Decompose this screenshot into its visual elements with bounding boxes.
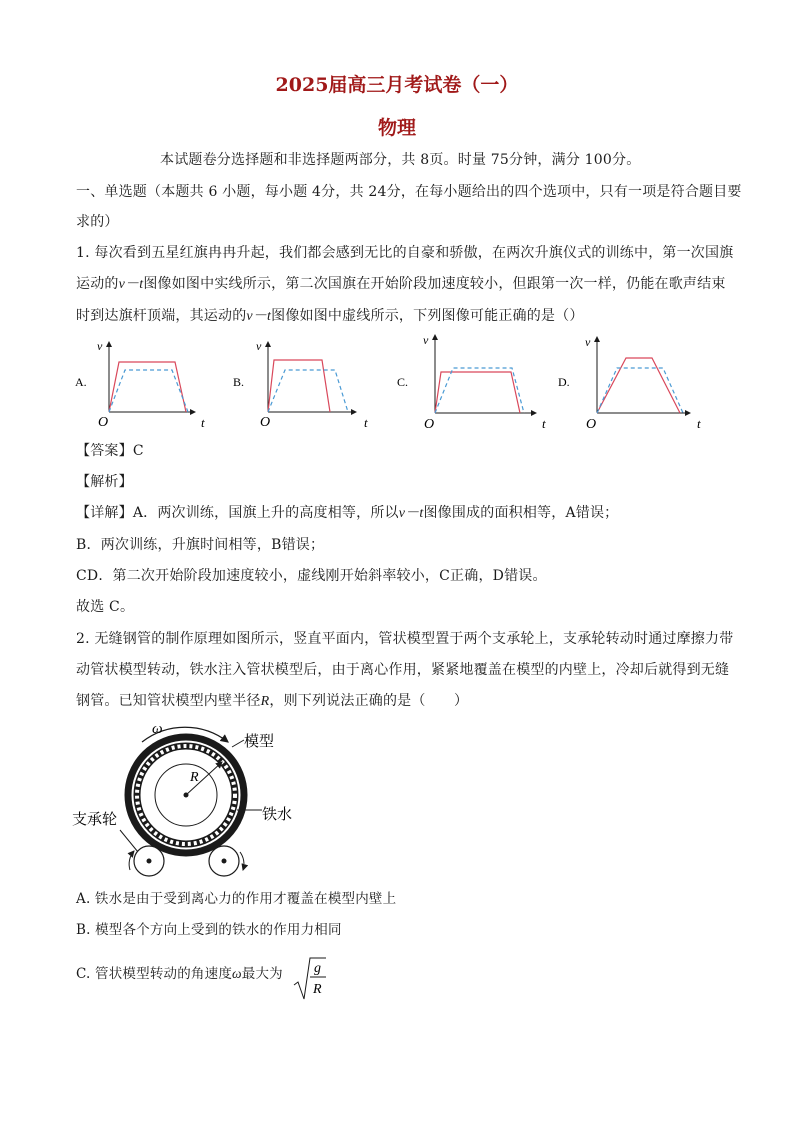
model-label: 模型 [244,734,275,750]
exam-title: 2025届高三月考试卷（一） [275,74,519,96]
option-c-dashed-line [435,368,524,413]
option-c-t-label: t [542,416,546,431]
support-wheel-label: 支承轮 [72,812,118,828]
wheel-rotation-right [240,852,244,870]
q2-stem-line3-pre: 钢管。已知管状模型内壁半径 [76,693,261,709]
option-a-origin: O [98,415,109,430]
q1-stem-line2-pre: 运动的 [76,276,119,292]
q1-detail-line2: B．两次训练，升旗时间相等，B错误； [76,537,325,553]
option-c-solid-line [435,372,520,413]
q2-stem-line2: 动管状模型转动，铁水注入管状模型后，由于离心作用，紧紧地覆盖在模型的内壁上，冷却后就得到无缝 [76,662,730,678]
q1-stem-line3-post: 图像如图中虚线所示，下列图像可能正确的是（） [271,308,584,324]
option-b-solid-line [268,360,330,412]
detail-tag: 【详解】 [76,505,133,521]
q1-answer [76,441,144,461]
option-a-graph[interactable] [75,339,205,430]
q2-seamless-pipe-diagram [60,712,320,882]
option-b-v-label: v [256,339,262,353]
answer-tag: 【答案】 [76,443,133,459]
detail1-pre: A．两次训练，国旗上升的高度相等，所以 [132,505,399,521]
option-c-label: C. [397,375,409,389]
section-heading: 一、单选题（本题共 6 小题，每小题 4分，共 24分，在每小题给出的四个选项中，只有一项是符合题目要 [76,184,742,200]
option-a-v-label: v [97,339,103,353]
option-a-label: A. [75,375,87,389]
q2-radius-symbol: R [260,694,270,709]
omega-label: ω [152,721,163,737]
option-b-graph[interactable] [233,339,368,430]
q1-analysis-tag: 【解析】 [76,474,133,490]
answer-value: C [132,443,144,459]
option-d-t-label: t [697,416,701,431]
q1-detail-line1 [76,503,618,524]
q1-vt-symbol: ν－t [118,277,144,292]
q1-stem-line3-pre: 时到达旗杆顶端，其运动的 [76,308,247,324]
sqrt-g-over-r [293,955,327,1001]
q1-stem-line2 [76,274,726,295]
wheel-rotation-left [129,851,134,870]
sqrt-numerator: g [314,961,321,976]
detail1-vt: ν－t [398,506,424,521]
option-b-dashed-line [268,370,348,412]
iron-label: 铁水 [262,807,293,823]
option-a-solid-line [109,362,186,412]
option-b-label: B. [233,375,245,389]
option-d-v-label: v [585,335,591,349]
q1-stem-line1: 1. 每次看到五星红旗冉冉升起，我们都会感到无比的自豪和骄傲，在两次升旗仪式的训练中，第一次国旗 [76,245,734,261]
radius-label: R [190,770,199,785]
q2-option-c[interactable] [76,964,283,984]
q2-stem-line3 [76,691,468,712]
subject-title: 物理 [377,117,416,139]
q1-detail-line3: CD．第二次开始阶段加速度较小，虚线刚开始斜率较小，C正确，D错误。 [76,568,547,584]
q1-stem-line3 [76,306,584,327]
q1-conclusion: 故选 C。 [76,599,135,615]
q2-option-b[interactable]: B. 模型各个方向上受到的铁水的作用力相同 [76,922,342,938]
option-c-graph[interactable] [397,333,546,432]
option-b-t-label: t [364,415,368,430]
option-a-dashed-line [109,370,188,412]
option-d-label: D. [558,375,570,389]
exam-intro: 本试题卷分选择题和非选择题两部分，共 8页。时量 75分钟，满分 100分。 [160,152,641,168]
option-c-v-label: v [423,333,429,347]
q2-stem-line1: 2. 无缝钢管的制作原理如图所示，竖直平面内，管状模型置于两个支承轮上，支承轮转动时通过摩擦力带 [76,631,734,647]
q2-stem-line3-post: ，则下列说法正确的是（ ） [269,693,469,709]
q2-option-c-pre: C. 管状模型转动的角速度 [76,966,233,982]
q2-option-a[interactable]: A. 铁水是由于受到离心力的作用才覆盖在模型内壁上 [76,891,397,907]
q1-options-graphs [0,330,794,440]
detail1-post: 图像围成的面积相等，A错误； [423,505,619,521]
option-d-origin: O [586,417,597,432]
option-d-graph[interactable] [558,335,701,432]
option-b-origin: O [260,415,271,430]
q1-stem-line2-post: 图像如图中实线所示，第二次国旗在开始阶段加速度较小，但跟第一次一样，仍能在歌声结束 [143,276,726,292]
option-d-dashed-line [597,368,683,413]
q2-option-c-omega: ω [232,966,242,981]
q1-vt-symbol-2: ν－t [246,309,272,324]
q2-option-c-mid: 最大为 [241,966,283,982]
option-c-origin: O [424,417,435,432]
sqrt-denominator: R [313,982,322,997]
option-a-t-label: t [201,415,205,430]
section-heading-cont: 求的） [76,214,119,230]
